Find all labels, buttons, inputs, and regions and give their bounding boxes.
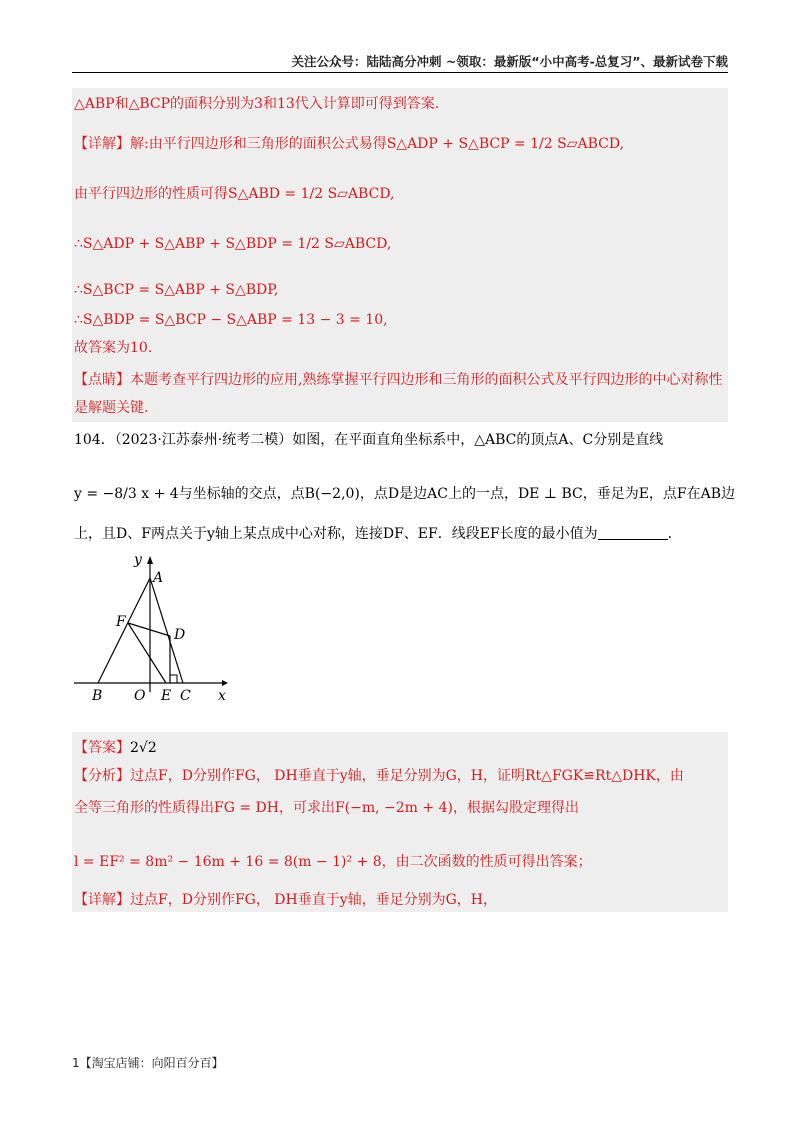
analysis-line-2: 全等三角形的性质得出FG = DH，可求出F(−m, −2m + 4)，根据勾股定理得出 xyxy=(74,800,579,816)
page-header: 关注公众号：陆陆高分冲刺 ~领取：最新版“小中高考-总复习”、最新试卷下载 xyxy=(291,54,728,69)
label-C: C xyxy=(180,688,191,702)
answer-tag: 【答案】 xyxy=(74,740,130,756)
label-F: F xyxy=(116,614,126,630)
detail-tag-2: 【详解】 xyxy=(74,892,130,908)
analysis-line-3: l = EF² = 8m² − 16m + 16 = 8(m − 1)² + 8，由二次函数的性质可得出答案； xyxy=(74,854,592,870)
solution-line-2: 【详解】解:由平行四边形和三角形的面积公式易得S△ADP + S△BCP = 1/2 S▱ABCD, xyxy=(74,136,625,152)
label-B: B xyxy=(92,688,103,702)
answer-blank xyxy=(598,525,668,540)
label-y: y xyxy=(134,552,142,568)
label-E: E xyxy=(161,688,172,702)
solution-line-8: 【点睛】本题考查平行四边形的应用,熟练掌握平行四边形和三角形的面积公式及平行四边形的中心对称性 xyxy=(74,372,723,388)
label-D: D xyxy=(174,627,186,643)
header-rule xyxy=(72,72,728,73)
analysis-tag: 【分析】 xyxy=(74,768,130,784)
detail-line-1: 【详解】过点F，D分别作FG， DH垂直于y轴，垂足分别为G，H， xyxy=(74,892,498,908)
solution-line-3: 由平行四边形的性质可得S△ABD = 1/2 S▱ABCD, xyxy=(74,186,395,202)
x-axis-arrow xyxy=(222,680,228,686)
solution-line-4: ∴S△ADP + S△ABP + S△BDP = 1/2 S▱ABCD, xyxy=(74,236,392,252)
solution-line-5: ∴S△BCP = S△ABP + S△BDP, xyxy=(74,282,279,298)
question-line-3: 上，且D、F两点关于y轴上某点成中心对称，连接DF、EF．线段EF长度的最小值为 ． xyxy=(74,526,682,542)
geometry-figure xyxy=(74,552,244,702)
question-line-1: 104．（2023·江苏泰州·统考二模）如图，在平面直角坐标系中，△ABC的顶点A、C分别是直线 xyxy=(74,432,664,448)
solution-line-7: 故答案为10. xyxy=(74,340,153,356)
solution-line-1: △ABP和△BCP的面积分别为3和13代入计算即可得到答案. xyxy=(74,96,440,112)
answer-line: 【答案】2√2 xyxy=(74,740,157,756)
segment-EF xyxy=(128,623,166,683)
label-O: O xyxy=(134,688,146,702)
solution-line-9: 是解题关键. xyxy=(74,400,149,416)
analysis-line-1: 【分析】过点F，D分别作FG， DH垂直于y轴，垂足分别为G，H，证明Rt△FGK≌Rt△DHK，由 xyxy=(74,768,684,784)
question-line-2: y = −8/3 x + 4与坐标轴的交点，点B(−2,0)，点D是边AC上的一点，DE ⊥ BC，垂足为E，点F在AB边 xyxy=(74,486,736,502)
solution-line-6: ∴S△BDP = S△BCP − S△ABP = 13 − 3 = 10, xyxy=(74,312,388,328)
page-footer: 1【淘宝店铺：向阳百分百】 xyxy=(72,1056,224,1070)
label-A: A xyxy=(153,570,164,586)
right-angle-mark xyxy=(170,675,177,683)
segment-AB xyxy=(98,578,150,683)
solution-block-bottom xyxy=(72,732,728,912)
comment-tag: 【点睛】 xyxy=(74,372,130,388)
detail-tag: 【详解】 xyxy=(74,136,130,152)
y-axis-arrow xyxy=(147,556,153,564)
label-x: x xyxy=(218,688,226,702)
